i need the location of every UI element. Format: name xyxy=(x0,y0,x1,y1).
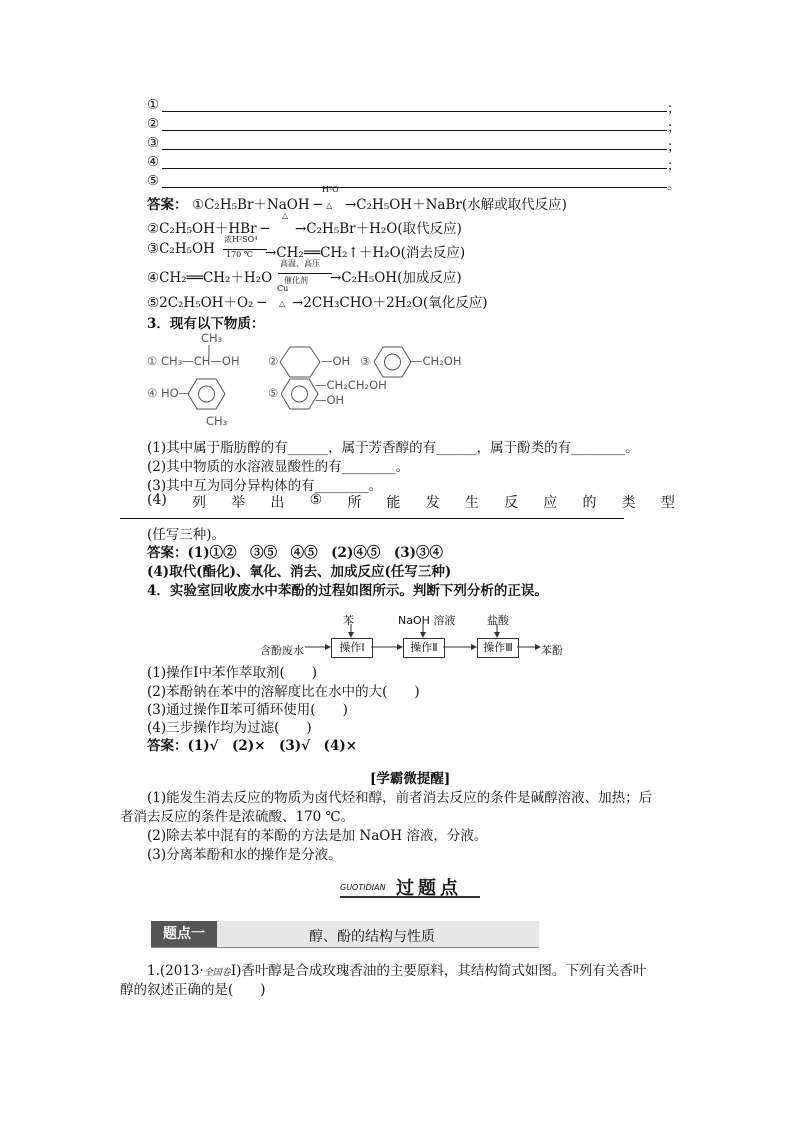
question-3-part-4: (4) 列 举 出 ⑤ 所 能 发 生 反 应 的 类 型 xyxy=(147,492,675,511)
structure-2-number: ② xyxy=(268,354,279,368)
question-4-statement-3: (3)通过操作Ⅱ苯可循环使用( ) xyxy=(147,702,348,718)
reaction-4-left: ④CH₂══CH₂＋H₂O xyxy=(147,270,273,286)
flow-operation-2: 操作Ⅱ xyxy=(403,638,445,658)
reaction-1-right: →C₂H₅OH＋NaBr(水解或取代反应) xyxy=(345,197,567,213)
topic-tag: 题点一 xyxy=(151,921,217,947)
reaction-4-cond-top: 高温、高压 xyxy=(280,259,320,268)
blank-end-1: ； xyxy=(667,101,681,117)
blank-end-3: ； xyxy=(667,139,681,155)
reaction-5-cond-bottom: △ xyxy=(279,299,286,308)
flow-reagent-1: 苯 xyxy=(343,614,354,627)
benzene-ring-icon xyxy=(188,377,226,411)
flow-operation-1: 操作Ⅰ xyxy=(331,638,373,658)
blank-number-4: ④ xyxy=(147,154,160,170)
tip-3: (3)分离苯酚和水的操作是分液。 xyxy=(147,847,342,863)
structure-1-bond: | xyxy=(207,343,211,357)
benzene-ring-icon xyxy=(374,345,412,379)
structure-2-sub: —OH xyxy=(321,354,351,368)
blank-line-1 xyxy=(162,111,667,112)
question-4-statement-4: (4)三步操作均为过滤( ) xyxy=(147,720,312,736)
reaction-3-cond-bar xyxy=(223,249,267,250)
answer-label: 答案： xyxy=(147,197,188,213)
question-4-title: 4．实验室回收废水中苯酚的过程如图所示。判断下列分析的正误。 xyxy=(147,583,548,599)
blank-line-5 xyxy=(162,187,667,188)
blank-line-4 xyxy=(162,168,667,169)
blank-end-4: ； xyxy=(667,158,681,174)
tip-1-line-2: 者消去反应的条件是浓硫酸、170 ℃。 xyxy=(120,809,355,825)
reaction-2-right: →C₂H₅Br＋H₂O(取代反应) xyxy=(295,221,462,237)
section-title: 过题点 xyxy=(396,878,462,899)
structure-3-sub: —CH₂OH xyxy=(411,354,462,368)
structure-4-sub: CH₃ xyxy=(206,414,228,428)
blank-line-3 xyxy=(162,149,667,150)
section-banner xyxy=(340,872,480,898)
tip-2: (2)除去苯中混有的苯酚的方法是加 NaOH 溶液，分液。 xyxy=(147,828,488,844)
reaction-3-left: ③C₂H₅OH xyxy=(147,241,215,257)
question-3-answer-2: (4)取代(酯化)、氧化、消去、加成反应(任写三种) xyxy=(147,564,452,580)
reaction-3-cond-bottom: 170 ℃ xyxy=(226,250,253,259)
question-4-answer: 答案：(1)√ (2)× (3)√ (4)× xyxy=(147,738,358,754)
topic-title: 醇、酚的结构与性质 xyxy=(309,929,435,945)
question-1-line-2: 醇的叙述正确的是( ) xyxy=(120,982,266,998)
blank-number-3: ③ xyxy=(147,135,160,151)
question-1-line-1: 1.(2013·全国卷Ⅰ)香叶醇是合成玫瑰香油的主要原料，其结构简式如图。下列有关香叶 xyxy=(147,963,647,979)
structure-3-number: ③ xyxy=(360,354,371,368)
question-4-statement-1: (1)操作Ⅰ中苯作萃取剂( ) xyxy=(147,665,317,681)
question-3-part-1: (1)其中属于脂肪醇的有______，属于芳香醇的有______，属于酚类的有________。 xyxy=(147,440,639,456)
flow-arrows xyxy=(300,622,545,662)
tips-title: [学霸微提醒] xyxy=(370,771,451,787)
reaction-2-cond-top: △ xyxy=(282,211,289,220)
blank-end-5: 。 xyxy=(667,177,681,193)
blank-end-2: ； xyxy=(667,120,681,136)
question-3-part-2: (2)其中物质的水溶液显酸性的有________。 xyxy=(147,459,410,475)
blank-number-2: ② xyxy=(147,116,160,132)
question-3-title: 3．现有以下物质： xyxy=(147,316,265,332)
benzene-ring-icon xyxy=(281,377,319,411)
structure-5-number: ⑤ xyxy=(268,386,279,400)
flow-reagent-3: 盐酸 xyxy=(487,614,509,627)
structure-1-top: CH₃ xyxy=(201,331,223,345)
structure-4-number: ④ HO— xyxy=(147,386,191,400)
blank-line-2 xyxy=(162,130,667,131)
reaction-5-left: ⑤2C₂H₅OH＋O₂ ─ xyxy=(147,295,266,311)
reaction-1-cond-bottom: △ xyxy=(326,201,333,210)
flow-reagent-2: NaOH 溶液 xyxy=(398,614,456,627)
reaction-1-cond-top: H²O xyxy=(322,185,339,194)
reaction-4-right: →C₂H₅OH(加成反应) xyxy=(330,270,462,286)
structure-5-sub-2: —OH xyxy=(315,393,345,407)
reaction-1-left: ①C₂H₅Br＋NaOH ─ xyxy=(192,197,323,213)
reaction-3-cond-top: 浓H²SO⁴ xyxy=(224,235,258,244)
flow-operation-3: 操作Ⅲ xyxy=(477,638,519,658)
reaction-3-right: →CH₂══CH₂↑＋H₂O(消去反应) xyxy=(265,245,466,261)
structure-5-sub-1: —CH₂CH₂OH xyxy=(315,378,387,392)
question-1-source: 全国卷 xyxy=(203,968,231,978)
structure-1-main: ① CH₃—CH—OH xyxy=(147,354,240,368)
question-3-part-4-note: (任写三种)。 xyxy=(147,527,226,543)
reaction-5-cond-top: Cu xyxy=(277,284,289,293)
tip-1-line-1: (1)能发生消去反应的物质为卤代烃和醇，前者消去反应的条件是碱醇溶液、加热；后 xyxy=(147,790,653,806)
cyclohexane-ring-icon xyxy=(280,345,322,379)
blank-number-5: ⑤ xyxy=(147,173,160,189)
question-3-answer-1: 答案：(1)①② ③⑤ ④⑤ (2)④⑤ (3)③④ xyxy=(147,545,444,561)
question-3-part-3: (3)其中互为同分异构体的有________。 xyxy=(147,478,383,494)
flow-output: 苯酚 xyxy=(541,644,563,657)
reaction-4-cond-bar xyxy=(278,273,332,274)
section-underline xyxy=(340,896,480,898)
topic-bar xyxy=(151,921,539,948)
question-3-answer-line xyxy=(120,518,624,519)
reaction-4-cond-bottom: 催化剂 xyxy=(284,276,308,285)
reaction-2-left: ②C₂H₅OH＋HBr ─ xyxy=(147,221,269,237)
blank-number-1: ① xyxy=(147,97,160,113)
question-4-statement-2: (2)苯酚钠在苯中的溶解度比在水中的大( ) xyxy=(147,684,420,700)
flow-input: 含酚废水 xyxy=(260,644,304,657)
section-pinyin: GUOTIDIAN xyxy=(340,883,386,892)
reaction-5-right: →2CH₃CHO＋2H₂O(氧化反应) xyxy=(292,295,488,311)
